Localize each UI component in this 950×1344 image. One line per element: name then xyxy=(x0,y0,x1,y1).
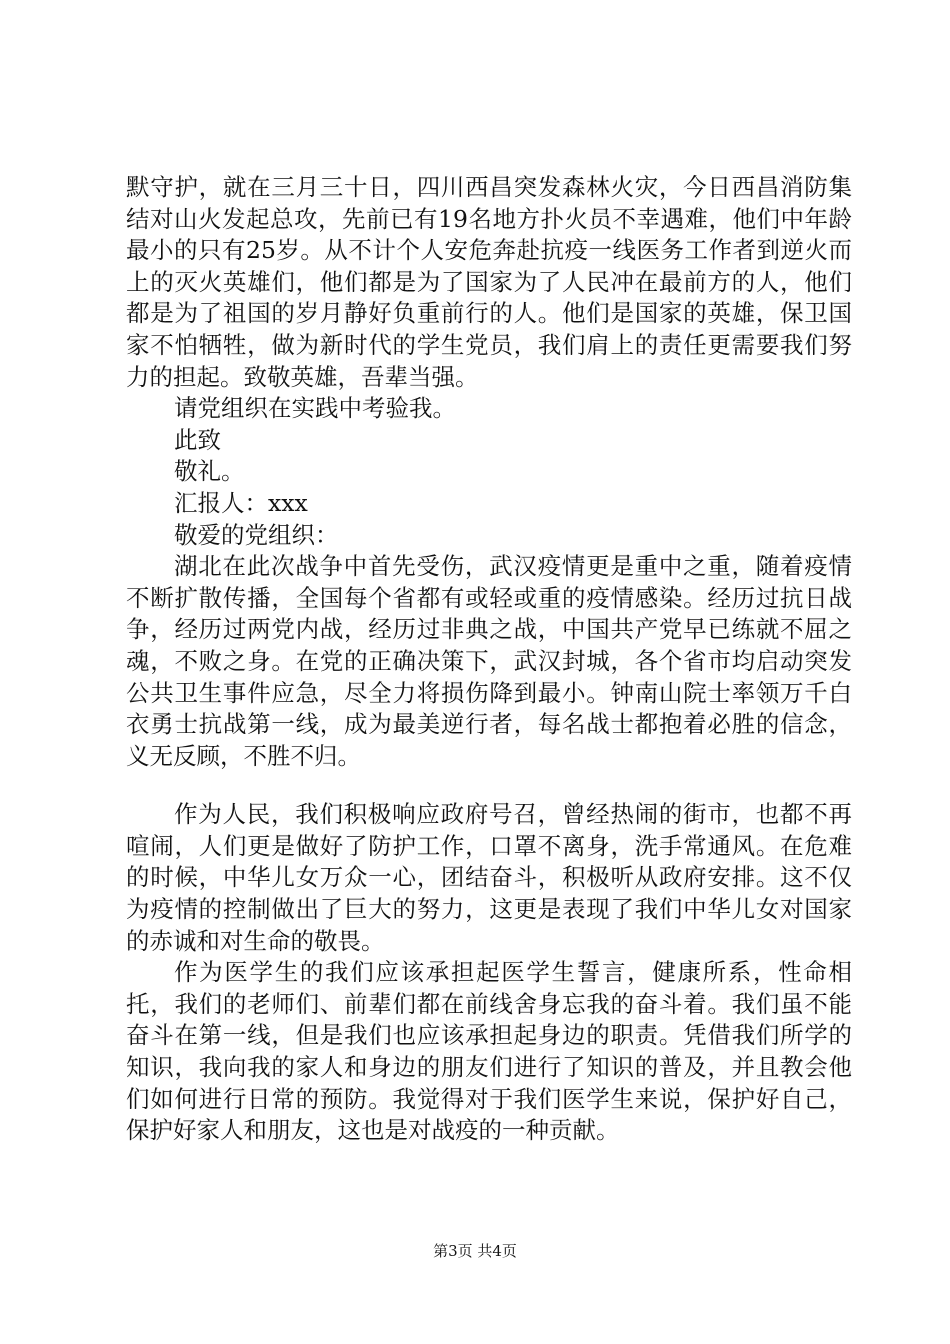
paragraph-medical-students: 作为医学生的我们应该承担起医学生誓言，健康所系，性命相托，我们的老师们、前辈们都在前线舍身忘我的奋斗着。我们虽不能奋斗在第一线，但是我们也应该承担起身边的职责。凭借我们所学的知识，我向我的家人和身边的朋友们进行了知识的普及，并且教会他们如何进行日常的预防。我觉得对于我们医学生来说，保护好自己，保护好家人和朋友，这也是对战疫的一种贡献。 xyxy=(126,958,852,1145)
paragraph-heroes: 默守护，就在三月三十日，四川西昌突发森林火灾，今日西昌消防集结对山火发起总攻，先前已有19名地方扑火员不幸遇难，他们中年龄最小的只有25岁。从不计个人安危奔赴抗疫一线医务工作者到逆火而上的灭火英雄们，他们都是为了国家为了人民冲在最前方的人，他们都是为了祖国的岁月静好负重前行的人。他们是国家的英雄，保卫国家不怕牺牲，做为新时代的学生党员，我们肩上的责任更需要我们努力的担起。致敬英雄，吾辈当强。 xyxy=(126,173,852,391)
closing-jingli: 敬礼。 xyxy=(174,457,245,486)
paragraph-request: 请党组织在实践中考验我。 xyxy=(174,394,456,423)
closing-cizhi: 此致 xyxy=(174,425,221,454)
reporter-line: 汇报人：xxx xyxy=(174,488,308,517)
document-body xyxy=(126,172,852,1147)
salutation: 敬爱的党组织： xyxy=(174,520,339,549)
page-footer: 第3页 共4页 xyxy=(433,1242,517,1260)
paragraph-people: 作为人民，我们积极响应政府号召，曾经热闹的街市，也都不再喧闹，人们更是做好了防护工作，口罩不离身，洗手常通风。在危难的时候，中华儿女万众一心，团结奋斗，积极听从政府安排。这不仅为疫情的控制做出了巨大的努力，这更是表现了我们中华儿女对国家的赤诚和对生命的敬畏。 xyxy=(126,800,852,955)
paragraph-hubei: 湖北在此次战争中首先受伤，武汉疫情更是重中之重，随着疫情不断扩散传播，全国每个省都有或轻或重的疫情感染。经历过抗日战争，经历过两党内战，经历过非典之战，中国共产党早已练就不屈之魂，不败之身。在党的正确决策下，武汉封城，各个省市均启动突发公共卫生事件应急，尽全力将损伤降到最小。钟南山院士率领万千白衣勇士抗战第一线，成为最美逆行者，每名战士都抱着必胜的信念，义无反顾，不胜不归。 xyxy=(126,552,852,770)
